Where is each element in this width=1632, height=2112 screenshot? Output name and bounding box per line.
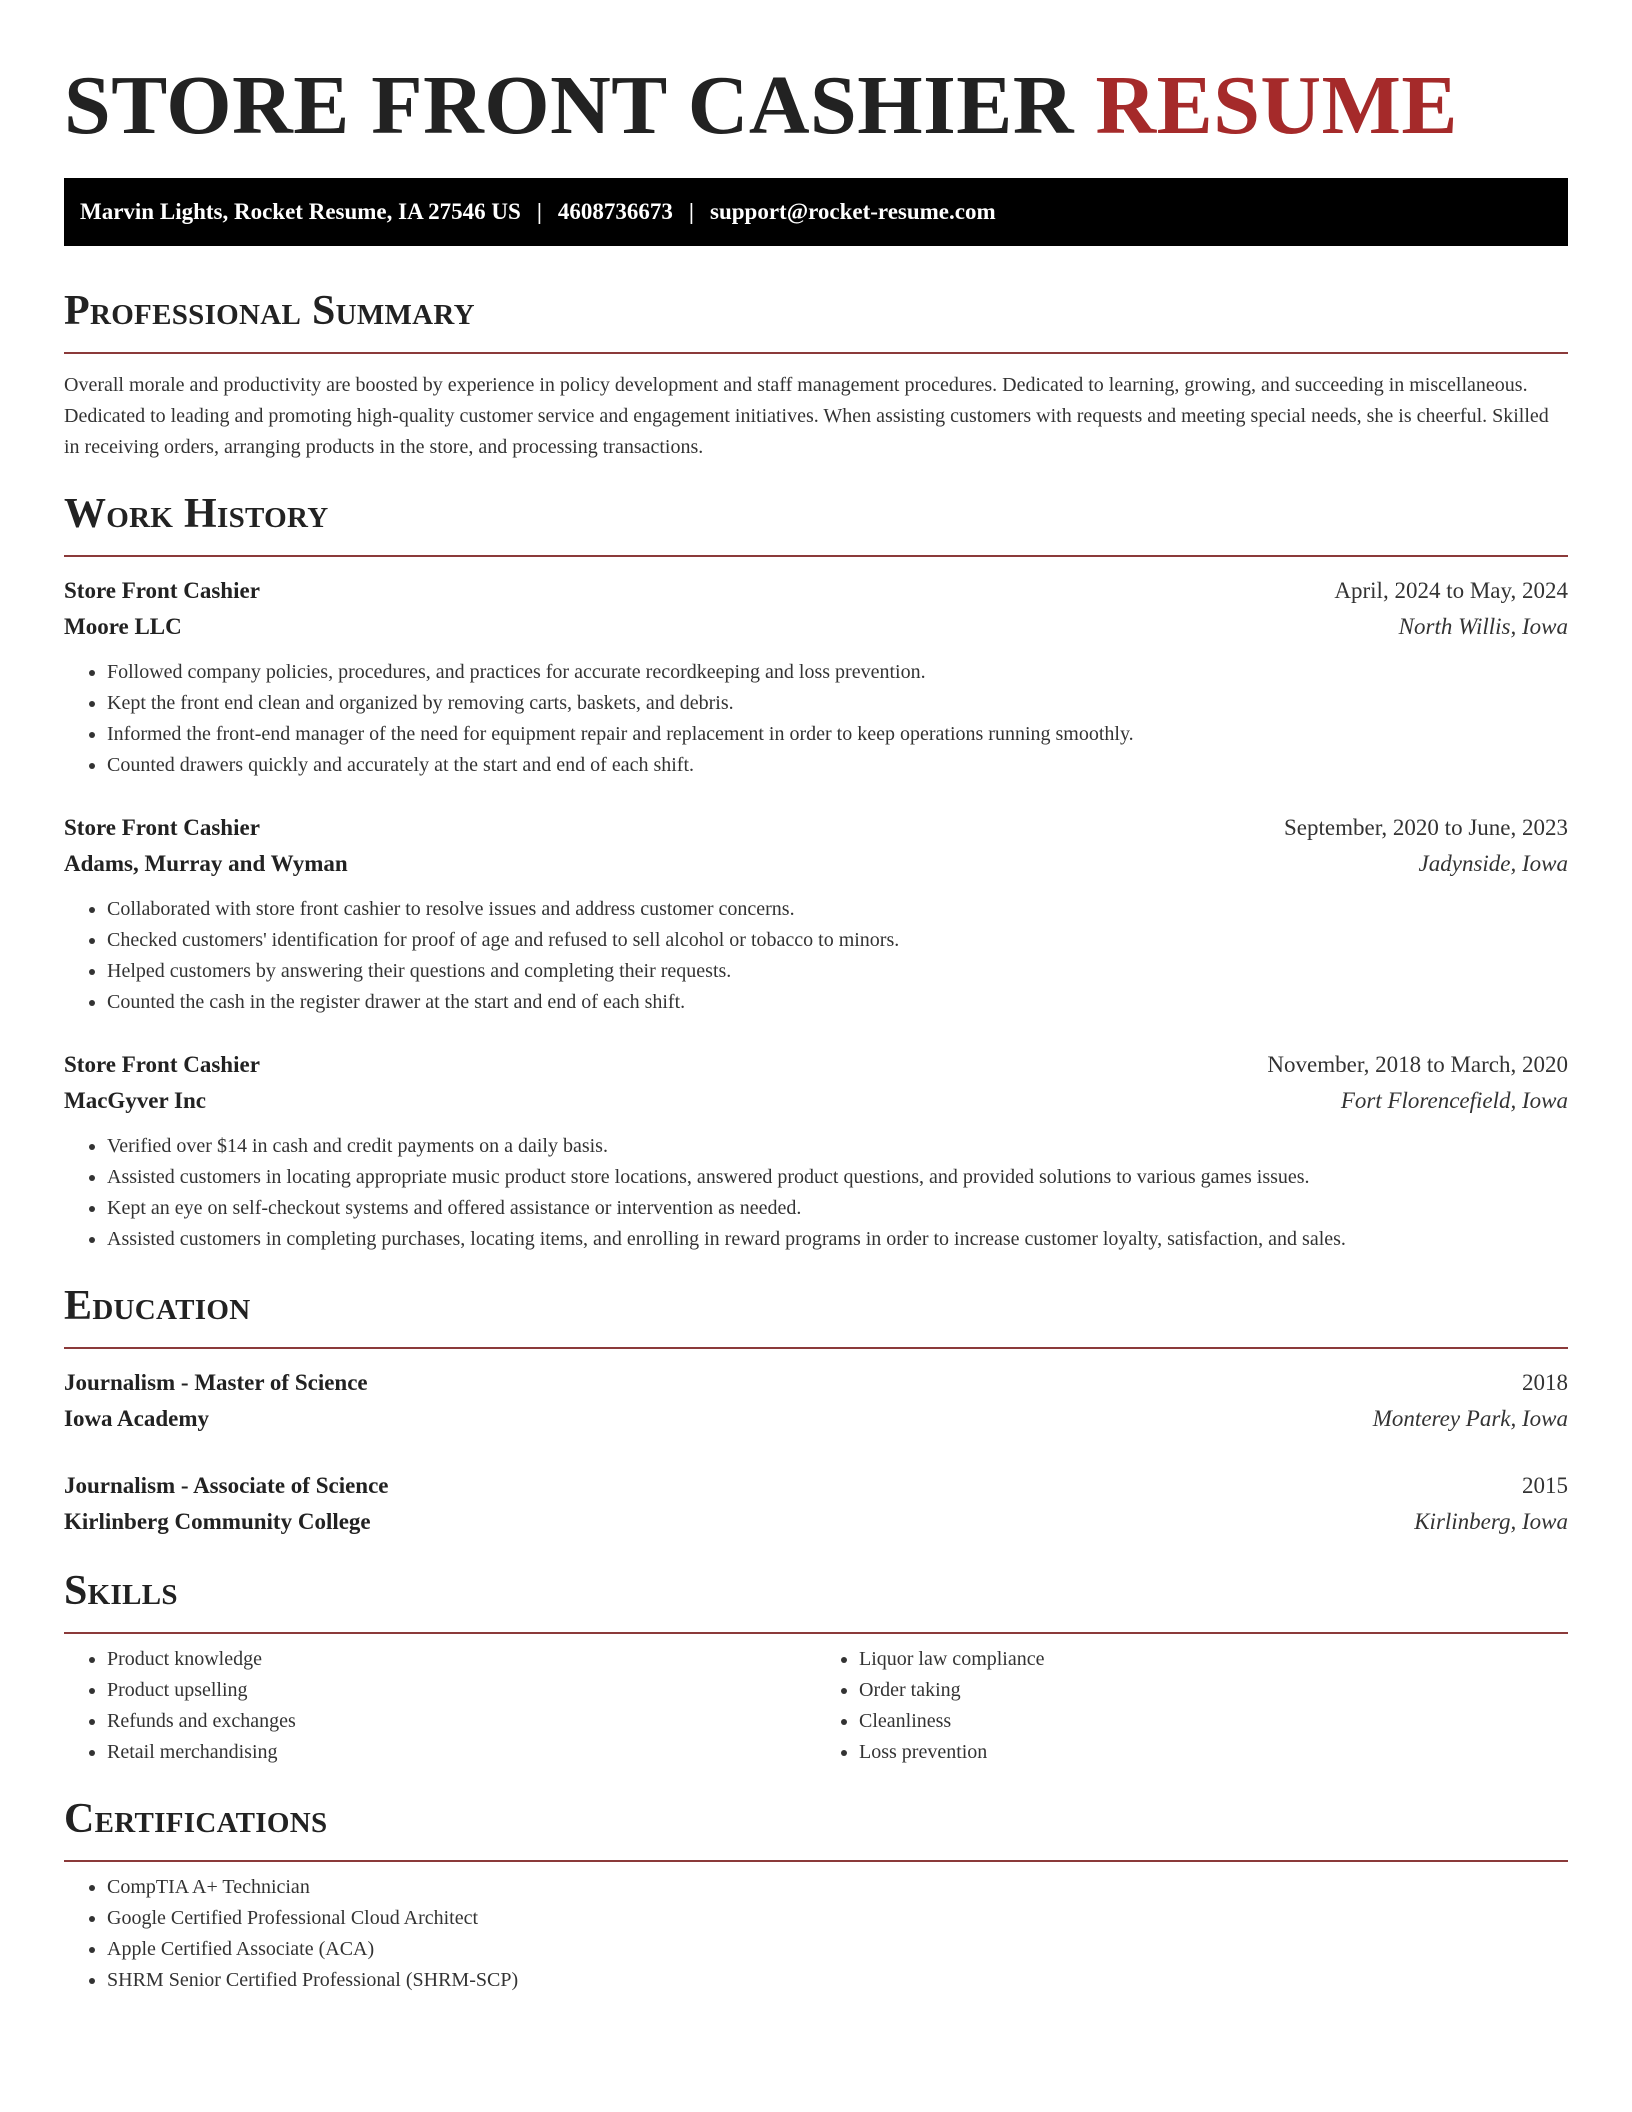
education-school: Kirlinberg Community College: [64, 1509, 371, 1534]
job-company-row: [64, 609, 1568, 645]
contact-email[interactable]: support@rocket-resume.com: [710, 199, 996, 224]
job-bullet: • Kept an eye on self-checkout systems and offered assistance or intervention as needed.: [107, 1193, 1568, 1224]
job-entry: [64, 1047, 1568, 1255]
job-dates: April, 2024 to May, 2024: [1334, 578, 1568, 603]
skill-item: • Retail merchandising: [107, 1737, 816, 1768]
job-bullet: • Helped customers by answering their questions and completing their requests.: [107, 956, 1568, 987]
job-dates: September, 2020 to June, 2023: [1284, 815, 1568, 840]
job-header-row: [64, 810, 1568, 846]
job-company-row: [64, 1083, 1568, 1119]
skill-item: • Refunds and exchanges: [107, 1706, 816, 1737]
certification-item: • Apple Certified Associate (ACA): [107, 1934, 1568, 1965]
job-title: Store Front Cashier: [64, 815, 260, 840]
job-location: Jadynside, Iowa: [1418, 851, 1568, 876]
job-entry: [64, 573, 1568, 781]
job-company-row: [64, 846, 1568, 882]
job-title: Store Front Cashier: [64, 1052, 260, 1077]
job-bullet: • Collaborated with store front cashier to resolve issues and address customer concerns.: [107, 894, 1568, 925]
education-year: 2018: [1522, 1370, 1568, 1395]
job-company: MacGyver Inc: [64, 1088, 207, 1113]
section-divider: [64, 352, 1568, 354]
education-school: Iowa Academy: [64, 1406, 210, 1431]
job-header-row: [64, 1047, 1568, 1083]
job-entry: [64, 810, 1568, 1018]
contact-phone: 4608736673: [557, 199, 673, 224]
job-bullet: • Followed company policies, procedures, and practices for accurate recordkeeping and loss prevention.: [107, 657, 1568, 688]
work-history-heading: Work History: [64, 491, 329, 537]
education-degree: Journalism - Associate of Science: [64, 1473, 389, 1498]
resume-title: [64, 0, 1568, 154]
certifications-list: [64, 1872, 1568, 1996]
education-school-row: [64, 1504, 1568, 1540]
summary-text: Overall morale and productivity are boosted by experience in policy development and staff management procedures. Dedicated to learning, growing, and succeeding in miscellaneous. Dedicated to leading and promoting high-quality customer service and engagement initiatives. When assisting customers with requests and meeting special needs, she is cheerful. Skilled in receiving orders, arranging products in the store, and processing transactions.: [64, 374, 1549, 458]
summary-heading: Professional Summary: [64, 288, 475, 334]
education-degree-row: [64, 1468, 1568, 1504]
job-location: Fort Florencefield, Iowa: [1340, 1088, 1568, 1113]
job-bullet: • Counted the cash in the register drawer at the start and end of each shift.: [107, 987, 1568, 1018]
certification-item: • Google Certified Professional Cloud Architect: [107, 1903, 1568, 1934]
job-bullet: • Checked customers' identification for proof of age and refused to sell alcohol or tobacco to minors.: [107, 925, 1568, 956]
skills-column-right: [816, 1644, 1568, 1768]
job-bullet: • Kept the front end clean and organized by removing carts, baskets, and debris.: [107, 688, 1568, 719]
education-heading: Education: [64, 1283, 251, 1329]
certification-item: • SHRM Senior Certified Professional (SHRM-SCP): [107, 1965, 1568, 1996]
summary-section: [64, 284, 1568, 463]
skill-item: • Product upselling: [107, 1675, 816, 1706]
job-company: Moore LLC: [64, 614, 182, 639]
skills-grid: [64, 1644, 1568, 1768]
job-title: Store Front Cashier: [64, 578, 260, 603]
certification-item: • CompTIA A+ Technician: [107, 1872, 1568, 1903]
job-location: North Willis, Iowa: [1398, 614, 1568, 639]
certifications-heading: Certifications: [64, 1796, 328, 1842]
education-degree: Journalism - Master of Science: [64, 1370, 368, 1395]
education-degree-row: [64, 1365, 1568, 1401]
skills-heading: Skills: [64, 1568, 178, 1614]
skills-column-left: [64, 1644, 816, 1768]
title-accent: RESUME: [1095, 59, 1458, 152]
contact-separator: |: [536, 199, 542, 224]
job-header-row: [64, 573, 1568, 609]
contact-address: Marvin Lights, Rocket Resume, IA 27546 US: [80, 199, 521, 224]
job-bullet: • Counted drawers quickly and accurately at the start and end of each shift.: [107, 750, 1568, 781]
skill-item: • Loss prevention: [859, 1737, 1568, 1768]
job-bullets: [64, 1131, 1568, 1255]
skill-item: • Cleanliness: [859, 1706, 1568, 1737]
job-bullet: • Informed the front-end manager of the need for equipment repair and replacement in order to keep operations running smoothly.: [107, 719, 1568, 750]
education-location: Kirlinberg, Iowa: [1414, 1509, 1568, 1534]
skill-item: • Product knowledge: [107, 1644, 816, 1675]
section-divider: [64, 1860, 1568, 1862]
job-bullets: [64, 657, 1568, 781]
job-company: Adams, Murray and Wyman: [64, 851, 348, 876]
job-bullet: • Assisted customers in locating appropriate music product store locations, answered product questions, and provided solutions to various games issues.: [107, 1162, 1568, 1193]
contact-separator: |: [688, 199, 694, 224]
education-entry: [64, 1365, 1568, 1437]
job-bullet: • Assisted customers in completing purchases, locating items, and enrolling in reward programs in order to increase customer loyalty, satisfaction, and sales.: [107, 1224, 1568, 1255]
job-dates: November, 2018 to March, 2020: [1267, 1052, 1568, 1077]
certifications-section: [64, 1792, 1568, 1996]
job-bullets: [64, 894, 1568, 1018]
job-bullet: • Verified over $14 in cash and credit payments on a daily basis.: [107, 1131, 1568, 1162]
section-divider: [64, 555, 1568, 557]
skill-item: • Liquor law compliance: [859, 1644, 1568, 1675]
education-section: [64, 1279, 1568, 1540]
contact-bar: [64, 178, 1568, 246]
skills-section: [64, 1564, 1568, 1768]
education-year: 2015: [1522, 1473, 1568, 1498]
title-main: STORE FRONT CASHIER: [64, 59, 1074, 152]
education-school-row: [64, 1401, 1568, 1437]
education-entry: [64, 1468, 1568, 1540]
section-divider: [64, 1632, 1568, 1634]
education-location: Monterey Park, Iowa: [1372, 1406, 1568, 1431]
skill-item: • Order taking: [859, 1675, 1568, 1706]
work-history-section: [64, 487, 1568, 1255]
section-divider: [64, 1347, 1568, 1349]
